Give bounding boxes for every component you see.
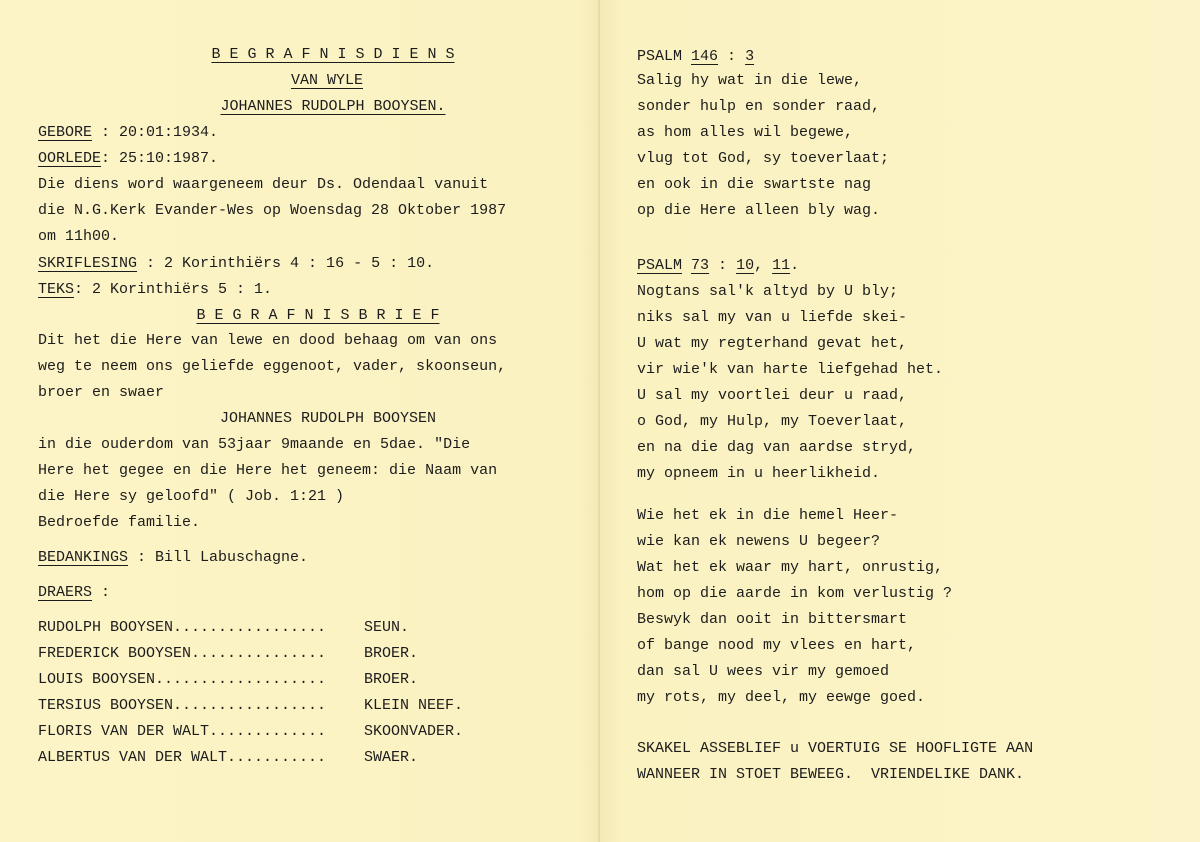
- psalm2-number: 73: [691, 257, 710, 274]
- verse-line: U wat my regterhand gevat het,: [637, 335, 908, 352]
- letter-line: in die ouderdom van 53jaar 9maande en 5dae. "Die: [38, 436, 471, 453]
- letter-title: B E G R A F N I S B R I E F: [196, 307, 440, 324]
- text-value: : 2 Korinthiërs 5 : 1.: [74, 281, 273, 298]
- verse-line: wie kan ek newens U begeer?: [637, 533, 881, 550]
- psalm2-word: PSALM: [637, 257, 683, 274]
- bearers-line: [38, 580, 110, 606]
- bearer-name: FREDERICK BOOYSEN...............: [38, 645, 327, 662]
- bearers-suffix: :: [92, 584, 111, 601]
- psalm1-verse-block: [637, 68, 889, 224]
- psalm2-verse-block-b: [637, 503, 952, 711]
- bearer-relation: BROER.: [364, 671, 419, 688]
- bearer-row: [38, 745, 463, 771]
- psalm1-separator: :: [718, 48, 746, 65]
- bearer-name: ALBERTUS VAN DER WALT...........: [38, 749, 327, 766]
- bearer-relation: SWAER.: [364, 749, 419, 766]
- reading-value: : 2 Korinthiërs 4 : 16 - 5 : 10.: [137, 255, 435, 272]
- thanks-label: BEDANKINGS: [38, 549, 129, 566]
- verse-line: Beswyk dan ooit in bittersmart: [637, 611, 908, 628]
- bearer-relation: BROER.: [364, 645, 419, 662]
- service-paragraph: [38, 172, 506, 250]
- verse-line: dan sal U wees vir my gemoed: [637, 663, 890, 680]
- letter-line: weg te neem ons geliefde eggenoot, vader, skoonseun,: [38, 358, 507, 375]
- verse-line: U sal my voortlei deur u raad,: [637, 387, 908, 404]
- verse-line: my rots, my deel, my eewge goed.: [637, 689, 926, 706]
- service-line: om 11h00.: [38, 228, 120, 245]
- verse-line: of bange nood my vlees en hart,: [637, 637, 917, 654]
- psalm2-verse-block-a: [637, 279, 943, 487]
- bearer-relation: SKOONVADER.: [364, 723, 464, 740]
- verse-line: vlug tot God, sy toeverlaat;: [637, 150, 890, 167]
- psalm1-word: PSALM: [637, 48, 683, 65]
- bearers-label: DRAERS: [38, 584, 93, 601]
- deceased-name-title: JOHANNES RUDOLPH BOOYSEN.: [220, 98, 446, 115]
- psalm2-comma: ,: [754, 257, 773, 274]
- notice-line: WANNEER IN STOET BEWEEG. VRIENDELIKE DANK.: [637, 766, 1025, 783]
- reading-line: [38, 251, 434, 277]
- verse-line: niks sal my van u liefde skei-: [637, 309, 908, 326]
- verse-line: o God, my Hulp, my Toeverlaat,: [637, 413, 908, 430]
- letter-line: Here het gegee en die Here het geneem: die Naam van: [38, 462, 498, 479]
- verse-line: Wat het ek waar my hart, onrustig,: [637, 559, 944, 576]
- psalm2-verse-1: 10: [736, 257, 755, 274]
- born-value: : 20:01:1934.: [92, 124, 219, 141]
- letter-line: Dit het die Here van lewe en dood behaag om van ons: [38, 332, 498, 349]
- bearer-name: LOUIS BOOYSEN...................: [38, 671, 327, 688]
- born-label: GEBORE: [38, 124, 93, 141]
- title-line-2: [38, 68, 616, 94]
- service-line: die N.G.Kerk Evander-Wes op Woensdag 28 Oktober 1987: [38, 202, 507, 219]
- bearer-row: [38, 667, 463, 693]
- letter-title-line: [38, 303, 598, 329]
- bearer-row: [38, 641, 463, 667]
- thanks-value: : Bill Labuschagne.: [128, 549, 309, 566]
- verse-line: vir wie'k van harte liefgehad het.: [637, 361, 944, 378]
- reading-label: SKRIFLESING: [38, 255, 138, 272]
- verse-line: hom op die aarde in kom verlustig ?: [637, 585, 953, 602]
- letter-line: broer en swaer: [38, 384, 165, 401]
- psalm1-number: 146: [691, 48, 719, 65]
- verse-line: op die Here alleen bly wag.: [637, 202, 881, 219]
- died-label: OORLEDE: [38, 150, 102, 167]
- verse-line: Wie het ek in die hemel Heer-: [637, 507, 899, 524]
- psalm1-verse: 3: [745, 48, 755, 65]
- psalm2-end: .: [790, 257, 800, 274]
- verse-line: en na die dag van aardse stryd,: [637, 439, 917, 456]
- bearer-name: RUDOLPH BOOYSEN.................: [38, 619, 327, 636]
- psalm1-heading: [637, 44, 754, 70]
- bearer-name: TERSIUS BOOYSEN.................: [38, 697, 327, 714]
- letter-paragraph-b: [38, 432, 497, 536]
- text-label: TEKS: [38, 281, 75, 298]
- bearer-row: [38, 693, 463, 719]
- late-label: VAN WYLE: [290, 72, 363, 89]
- funeral-service-title: B E G R A F N I S D I E N S: [211, 46, 455, 63]
- died-line: [38, 146, 218, 172]
- letter-line: Bedroefde familie.: [38, 514, 201, 531]
- bearer-relation: SEUN.: [364, 619, 410, 636]
- notice-line: SKAKEL ASSEBLIEF u VOERTUIG SE HOOFLIGTE AAN: [637, 740, 1034, 757]
- psalm2-verse-2: 11: [772, 257, 791, 274]
- verse-line: sonder hulp en sonder raad,: [637, 98, 881, 115]
- bearer-row: [38, 615, 463, 641]
- verse-line: Nogtans sal'k altyd by U bly;: [637, 283, 899, 300]
- verse-line: as hom alles wil begewe,: [637, 124, 854, 141]
- bearers-list: [38, 615, 463, 771]
- title-line-1: [38, 42, 628, 68]
- bearer-relation: KLEIN NEEF.: [364, 697, 464, 714]
- service-line: Die diens word waargeneem deur Ds. Odendaal vanuit: [38, 176, 489, 193]
- verse-line: Salig hy wat in die lewe,: [637, 72, 863, 89]
- verse-line: en ook in die swartste nag: [637, 176, 872, 193]
- verse-line: my opneem in u heerlikheid.: [637, 465, 881, 482]
- thanks-line: [38, 545, 308, 571]
- born-line: [38, 120, 218, 146]
- bearer-row: [38, 719, 463, 745]
- letter-name: JOHANNES RUDOLPH BOOYSEN: [219, 410, 437, 427]
- letter-paragraph-a: [38, 328, 506, 406]
- headlights-notice: [637, 736, 1033, 788]
- bearer-name: FLORIS VAN DER WALT.............: [38, 723, 327, 740]
- psalm2-heading: [637, 253, 799, 279]
- title-line-3: [38, 94, 628, 120]
- died-value: : 25:10:1987.: [101, 150, 219, 167]
- letter-line: die Here sy geloofd" ( Job. 1:21 ): [38, 488, 345, 505]
- psalm2-separator: :: [709, 257, 737, 274]
- text-line: [38, 277, 272, 303]
